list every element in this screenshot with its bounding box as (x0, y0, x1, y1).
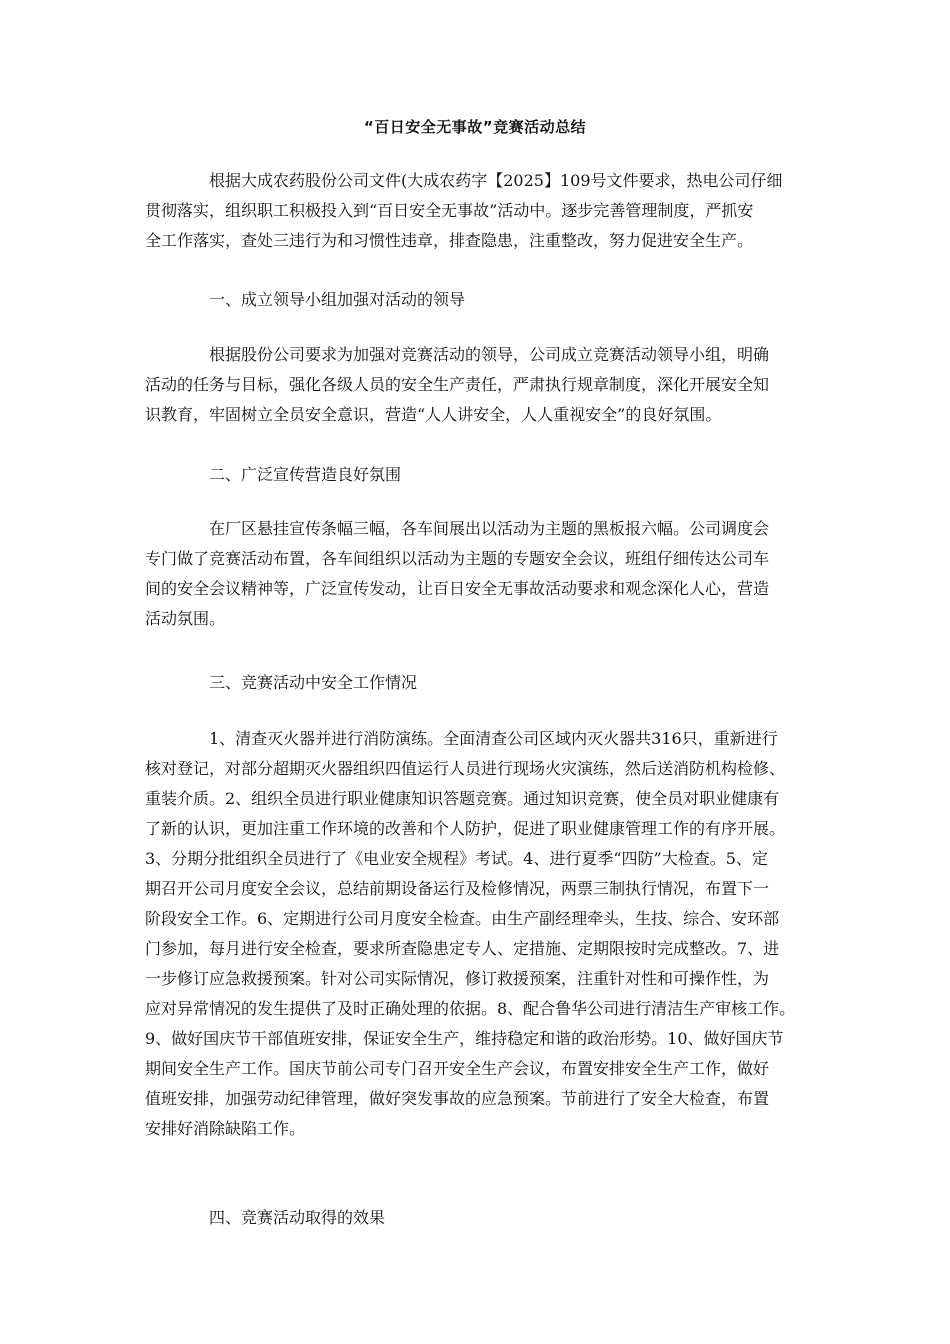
text-line: 了新的认识，更加注重工作环境的改善和个人防护，促进了职业健康管理工作的有序开展。 (145, 819, 786, 838)
text-line: 期召开公司月度安全会议，总结前期设备运行及检修情况，两票三制执行情况，布置下一 (145, 879, 770, 898)
text-line: 贯彻落实，组织职工积极投入到“百日安全无事故”活动中。逐步完善管理制度，严抓安 (145, 201, 754, 220)
section-heading-1 (145, 285, 811, 315)
text-line: 根据大成农药股份公司文件(大成农药字【2025】109号文件要求，热电公司仔细 (209, 171, 783, 190)
section-heading-3 (145, 668, 811, 698)
section-1-paragraph (145, 340, 811, 430)
text-line: 全工作落实，查处三违行为和习惯性违章，排查隐患，注重整改，努力促进安全生产。 (145, 231, 754, 250)
section-heading-4 (145, 1203, 811, 1233)
heading-text: 一、成立领导小组加强对活动的领导 (209, 290, 466, 309)
section-heading-2 (145, 460, 811, 490)
intro-paragraph (145, 166, 811, 256)
text-line: 门参加，每月进行安全检查，要求所查隐患定专人、定措施、定期限按时完成整改。7、进 (145, 939, 780, 958)
document-title: “百日安全无事故”竞赛活动总结 (363, 118, 587, 136)
text-line: 阶段安全工作。6、定期进行公司月度安全检查。由生产副经理牵头，生技、综合、安环部 (145, 909, 780, 928)
text-line: 识教育，牢固树立全员安全意识，营造“人人讲安全，人人重视安全”的良好氛围。 (145, 405, 722, 424)
text-line: 应对异常情况的发生提供了及时正确处理的依据。8、配合鲁华公司进行清洁生产审核工作。 (145, 999, 796, 1018)
text-line: 根据股份公司要求为加强对竞赛活动的领导，公司成立竞赛活动领导小组，明确 (209, 345, 770, 364)
text-line: 期间安全生产工作。国庆节前公司专门召开安全生产会议，布置安排安全生产工作，做好 (145, 1059, 770, 1078)
text-line: 重装介质。2、组织全员进行职业健康知识答题竞赛。通过知识竞赛，使全员对职业健康有 (145, 789, 780, 808)
heading-text: 二、广泛宣传营造良好氛围 (209, 465, 402, 484)
text-line: 在厂区悬挂宣传条幅三幅，各车间展出以活动为主题的黑板报六幅。公司调度会 (209, 519, 770, 538)
text-line: 核对登记，对部分超期灭火器组织四值运行人员进行现场火灾演练，然后送消防机构检修、 (145, 759, 786, 778)
text-line: 3、分期分批组织全员进行了《电业安全规程》考试。4、进行夏季“四防”大检查。5、定 (145, 849, 768, 868)
text-line: 活动的任务与目标，强化各级人员的安全生产责任，严肃执行规章制度，深化开展安全知 (145, 375, 770, 394)
text-line: 值班安排，加强劳动纪律管理，做好突发事故的应急预案。节前进行了安全大检查，布置 (145, 1089, 770, 1108)
text-line: 专门做了竞赛活动布置，各车间组织以活动为主题的专题安全会议，班组仔细传达公司车 (145, 549, 770, 568)
text-line: 间的安全会议精神等，广泛宣传发动，让百日安全无事故活动要求和观念深化人心，营造 (145, 579, 770, 598)
text-line: 安排好消除缺陷工作。 (145, 1119, 306, 1138)
text-line: 一步修订应急救援预案。针对公司实际情况，修订救援预案，注重针对性和可操作性，为 (145, 969, 770, 988)
section-2-paragraph (145, 514, 811, 634)
text-line: 9、做好国庆节干部值班安排，保证安全生产，维持稳定和谐的政治形势。10、做好国庆节 (145, 1029, 784, 1048)
text-line: 活动氛围。 (145, 609, 226, 628)
text-line: 1、清查灭火器并进行消防演练。全面清查公司区域内灭火器共316只，重新进行 (209, 729, 778, 748)
heading-text: 三、竞赛活动中安全工作情况 (209, 673, 418, 692)
section-3-paragraph (145, 724, 811, 1144)
heading-text: 四、竞赛活动取得的效果 (209, 1208, 386, 1227)
